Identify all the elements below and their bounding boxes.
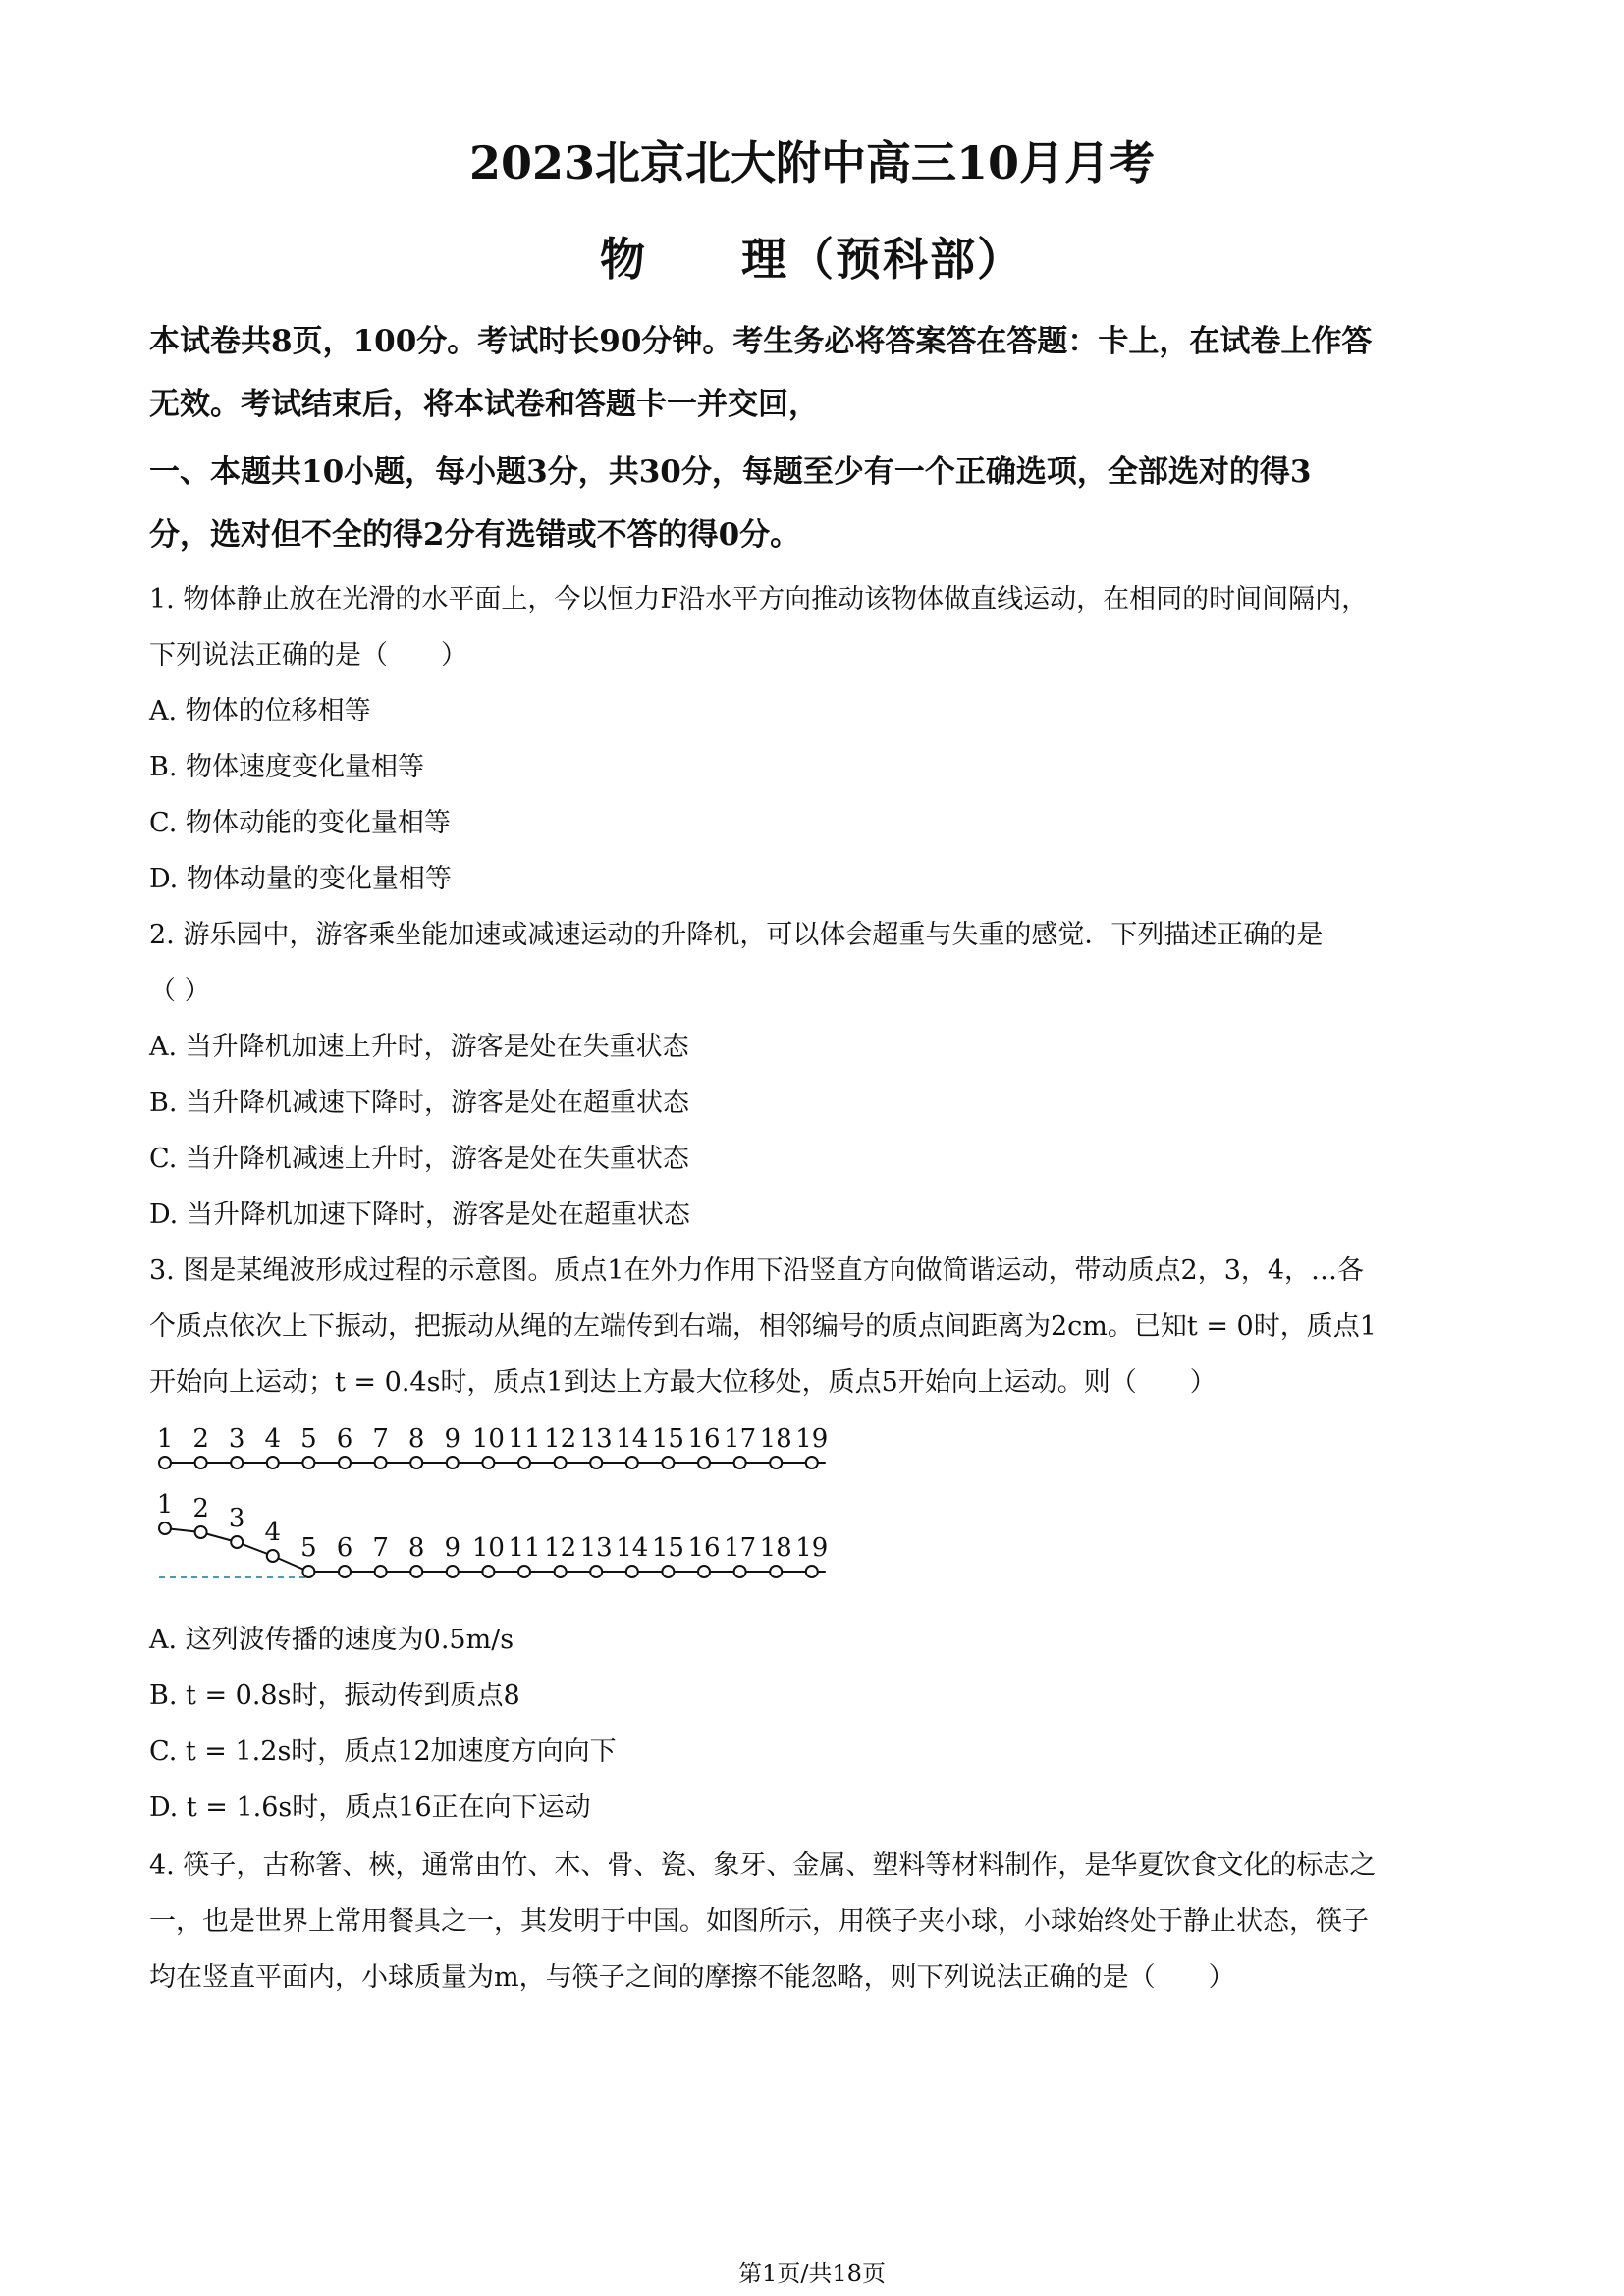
particle-t04 (698, 1566, 710, 1577)
q3-stem-line-2: 个质点依次上下振动，把振动从绳的左端传到右端，相邻编号的质点间距离为2cm。已知t = 0时，质点1 (149, 1311, 1377, 1342)
particle-initial (518, 1457, 530, 1468)
particle-label-t04: 19 (795, 1533, 829, 1563)
particle-initial (410, 1457, 422, 1468)
particle-label-initial: 8 (407, 1424, 425, 1454)
particle-label-initial: 3 (228, 1424, 245, 1454)
particle-label-t04: 11 (508, 1533, 541, 1563)
particle-initial (231, 1457, 243, 1468)
q2-option-b: B. 当升降机减速下降时，游客是处在超重状态 (149, 1088, 690, 1118)
q3-option-a: A. 这列波传播的速度为0.5m/s (149, 1625, 514, 1655)
particle-t04 (447, 1566, 459, 1577)
exam-title: 2023北京北大附中高三10月月考 (468, 136, 1156, 189)
particle-label-initial: 7 (372, 1424, 389, 1454)
q3-option-c: C. t = 1.2s时，质点12加速度方向向下 (149, 1736, 617, 1767)
particle-initial (159, 1457, 171, 1468)
particle-initial (482, 1457, 494, 1468)
particle-label-initial: 12 (544, 1424, 577, 1454)
particle-label-initial: 14 (616, 1424, 649, 1454)
particle-label-t04: 3 (228, 1504, 245, 1533)
rope-wave-figure (137, 1414, 864, 1595)
q1-stem-line-2: 下列说法正确的是（ ） (149, 640, 467, 670)
page-footer: 第1页/共18页 (738, 2260, 886, 2287)
section-heading-line-1: 一、本题共10小题，每小题3分，共30分，每题至少有一个正确选项，全部选对的得3 (149, 454, 1312, 490)
q3-option-d: D. t = 1.6s时，质点16正在向下运动 (149, 1792, 591, 1823)
instructions-line-2: 无效。考试结束后，将本试卷和答题卡一并交回， (149, 387, 819, 422)
q2-option-c: C. 当升降机减速上升时，游客是处在失重状态 (149, 1144, 689, 1174)
particle-label-initial: 15 (651, 1424, 684, 1454)
particle-initial (626, 1457, 638, 1468)
particle-initial (447, 1457, 459, 1468)
particle-label-t04: 5 (300, 1533, 317, 1563)
particle-initial (698, 1457, 710, 1468)
particle-initial (339, 1457, 351, 1468)
particle-t04 (267, 1550, 279, 1562)
particle-t04 (410, 1566, 422, 1577)
particle-t04 (626, 1566, 638, 1577)
q3-stem-line-3: 开始向上运动；t = 0.4s时，质点1到达上方最大位移处，质点5开始向上运动。则（ ） (149, 1367, 1217, 1398)
q3-stem-line-1: 3. 图是某绳波形成过程的示意图。质点1在外力作用下沿竖直方向做简谐运动，带动质点2，3，4，…各 (149, 1255, 1365, 1286)
particle-label-initial: 18 (759, 1424, 792, 1454)
particle-label-t04: 12 (544, 1533, 577, 1563)
particle-label-t04: 9 (444, 1533, 461, 1563)
particle-label-t04: 2 (192, 1494, 209, 1523)
exam-subtitle: 物 理（预科部） (600, 233, 1024, 286)
particle-initial (302, 1457, 314, 1468)
particle-initial (267, 1457, 279, 1468)
q4-stem-line-3: 均在竖直平面内，小球质量为m，与筷子之间的摩擦不能忽略，则下列说法正确的是（ ） (149, 1962, 1235, 1993)
particle-t04 (159, 1522, 171, 1534)
particle-t04 (734, 1566, 746, 1577)
particle-label-initial: 13 (579, 1424, 613, 1454)
particle-label-initial: 17 (724, 1424, 757, 1454)
particle-label-t04: 15 (651, 1533, 684, 1563)
particle-label-initial: 16 (687, 1424, 721, 1454)
particle-label-t04: 17 (724, 1533, 757, 1563)
particle-label-initial: 4 (264, 1424, 282, 1454)
particle-t04 (770, 1566, 782, 1577)
particle-initial (590, 1457, 602, 1468)
particle-initial (195, 1457, 207, 1468)
particle-initial (806, 1457, 818, 1468)
q1-stem-line-1: 1. 物体静止放在光滑的水平面上，今以恒力F沿水平方向推动该物体做直线运动，在相同的时间间隔内， (149, 584, 1369, 614)
particle-label-initial: 5 (300, 1424, 317, 1454)
particle-label-t04: 14 (616, 1533, 649, 1563)
q1-option-c: C. 物体动能的变化量相等 (149, 808, 451, 838)
q3-option-b: B. t = 0.8s时，振动传到质点8 (149, 1681, 520, 1711)
particle-label-t04: 7 (372, 1533, 389, 1563)
particle-initial (770, 1457, 782, 1468)
particle-t04 (482, 1566, 494, 1577)
instructions-line-1: 本试卷共8页，100分。考试时长90分钟。考生务必将答案答在答题：卡上，在试卷上作答 (149, 324, 1373, 359)
particle-label-t04: 10 (471, 1533, 505, 1563)
particle-t04 (375, 1566, 387, 1577)
particle-t04 (302, 1566, 314, 1577)
particle-label-t04: 4 (264, 1518, 282, 1547)
particle-t04 (806, 1566, 818, 1577)
rope-row-t04 (157, 1490, 829, 1577)
particle-label-t04: 13 (579, 1533, 613, 1563)
q2-stem-line-1: 2. 游乐园中，游客乘坐能加速或减速运动的升降机，可以体会超重与失重的感觉．下列描述正确的是 (149, 920, 1324, 950)
particle-label-initial: 2 (192, 1424, 209, 1454)
particle-label-initial: 6 (336, 1424, 353, 1454)
q2-stem-line-2: （ ） (149, 976, 211, 1006)
rope-row-initial (157, 1424, 829, 1468)
particle-initial (555, 1457, 567, 1468)
particle-initial (375, 1457, 387, 1468)
particle-t04 (339, 1566, 351, 1577)
particle-label-t04: 8 (407, 1533, 425, 1563)
q4-stem-line-1: 4. 筷子，古称箸、梜，通常由竹、木、骨、瓷、象牙、金属、塑料等材料制作，是华夏饮食文化的标志之 (149, 1850, 1377, 1881)
particle-label-t04: 1 (156, 1490, 174, 1520)
particle-label-initial: 19 (795, 1424, 829, 1454)
q1-option-a: A. 物体的位移相等 (149, 696, 371, 726)
particle-label-initial: 1 (156, 1424, 174, 1454)
q1-option-b: B. 物体速度变化量相等 (149, 752, 425, 782)
particle-t04 (590, 1566, 602, 1577)
particle-t04 (662, 1566, 674, 1577)
particle-initial (734, 1457, 746, 1468)
particle-t04 (195, 1526, 207, 1538)
particle-t04 (518, 1566, 530, 1577)
particle-label-initial: 10 (471, 1424, 505, 1454)
particle-t04 (231, 1536, 243, 1548)
particle-initial (662, 1457, 674, 1468)
particle-label-t04: 18 (759, 1533, 792, 1563)
q1-option-d: D. 物体动量的变化量相等 (149, 864, 452, 894)
section-heading-line-2: 分，选对但不全的得2分有选错或不答的得0分。 (149, 517, 801, 553)
particle-label-t04: 6 (336, 1533, 353, 1563)
q2-option-a: A. 当升降机加速上升时，游客是处在失重状态 (149, 1032, 689, 1062)
particle-label-initial: 11 (508, 1424, 541, 1454)
particle-label-initial: 9 (444, 1424, 461, 1454)
q2-option-d: D. 当升降机加速下降时，游客是处在超重状态 (149, 1200, 690, 1230)
particle-label-t04: 16 (687, 1533, 721, 1563)
q4-stem-line-2: 一，也是世界上常用餐具之一，其发明于中国。如图所示，用筷子夹小球，小球始终处于静止状态，筷子 (149, 1906, 1369, 1937)
particle-t04 (555, 1566, 567, 1577)
